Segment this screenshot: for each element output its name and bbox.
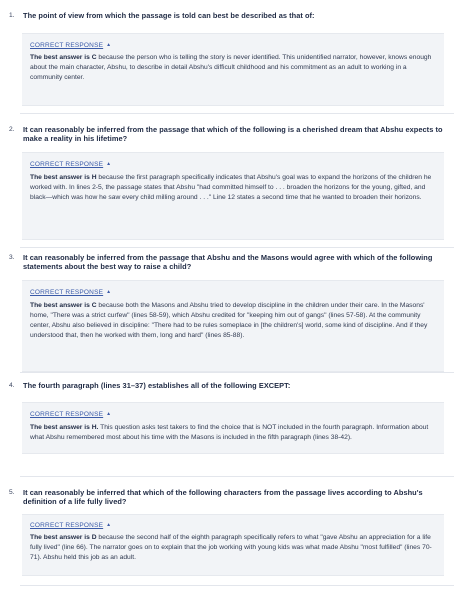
chevron-up-icon: ▲ <box>106 289 112 295</box>
chevron-up-icon: ▲ <box>106 411 112 417</box>
question-header <box>9 253 456 271</box>
answer-body: because the second half of the eighth paragraph specifically refers to what "gave Abshu an appreciation for a life fully lived" (line 66). The narrator goes on to explain that the job working with young kids was what made Abshu "most fulfilled" (lines 70-71). Abshu held this job as an adult. <box>30 534 432 561</box>
question-text: The point of view from which the passage is told can best be described as that of: <box>23 11 315 20</box>
toggle-label: CORRECT RESPONSE <box>30 289 104 296</box>
question-number: 5. <box>9 489 15 496</box>
answer-explanation <box>30 423 436 443</box>
answer-body: This question asks test takers to find the choice that is NOT included in the fourth paragraph. Information about what Abshu remembered most about his time with the Masons is included in the fifth paragraph (lines 38-42). <box>30 424 429 441</box>
divider <box>20 372 454 373</box>
answer-panel <box>22 33 444 106</box>
question-text: It can reasonably be inferred that which of the following characters from the passage lives according to Abshu's definition of a life fully lived? <box>23 488 423 507</box>
toggle-label: CORRECT RESPONSE <box>30 522 104 529</box>
question-header <box>9 125 456 143</box>
answer-body: because both the Masons and Abshu tried to develop discipline in the children under their care. In the Masons' home, "There was a strict curfew" (lines 58-59), which Abshu credited for "keeping him out of gangs" (lines 57-58). At the community center, Abshu also believed in discipline: "There had to be rules someplace in [the children's] world, some kind of discipline. And if they understood that, then he worked with them, long and hard" (lines 85-88). <box>30 302 428 339</box>
question-header <box>9 381 456 390</box>
answer-explanation <box>30 173 436 203</box>
answer-body: because the person who is telling the story is never identified. This unidentified narrator, however, knows enough about the main character, Abshu, to describe in detail Abshu's difficult childhood and his commitment as an adult to working in a community center. <box>30 54 432 81</box>
question-text: It can reasonably be inferred from the passage that which of the following is a cherished dream that Abshu expects to make a reality in his lifetime? <box>23 125 443 144</box>
question-text: The fourth paragraph (lines 31–37) establishes all of the following EXCEPT: <box>23 381 291 390</box>
answer-body: because the first paragraph specifically indicates that Abshu's goal was to expand the horizons of the children he worked with. In lines 2-5, the passage states that Abshu "had committed himself to . . . broaden the horizons for the young, gifted, and black—which was how he saw every child milling around . . ." Line 12 states a second time that he wanted to broaden their horizons. <box>30 174 432 201</box>
answer-panel <box>22 280 444 372</box>
correct-response-toggle[interactable] <box>30 42 111 49</box>
question-number: 3. <box>9 254 15 261</box>
answer-panel <box>22 402 444 454</box>
question-header <box>9 11 456 20</box>
divider <box>20 113 454 114</box>
answer-panel <box>22 152 444 240</box>
correct-response-toggle[interactable] <box>30 161 111 168</box>
question-number: 4. <box>9 382 15 389</box>
answer-lead: The best answer is H <box>30 174 97 181</box>
answer-explanation <box>30 301 436 341</box>
toggle-label: CORRECT RESPONSE <box>30 411 104 418</box>
correct-response-toggle[interactable] <box>30 289 111 296</box>
chevron-up-icon: ▲ <box>106 161 112 167</box>
divider <box>20 585 454 586</box>
answer-lead: The best answer is D <box>30 534 97 541</box>
question-header <box>9 488 456 506</box>
question-text: It can reasonably be inferred from the passage that Abshu and the Masons would agree with which of the following statements about the best way to raise a child? <box>23 253 433 272</box>
divider <box>20 476 454 477</box>
answer-lead: The best answer is C <box>30 54 97 61</box>
answer-explanation <box>30 53 436 83</box>
chevron-up-icon: ▲ <box>106 42 112 48</box>
toggle-label: CORRECT RESPONSE <box>30 42 104 49</box>
question-number: 2. <box>9 126 15 133</box>
answer-lead: The best answer is H. <box>30 424 99 431</box>
correct-response-toggle[interactable] <box>30 411 111 418</box>
answer-explanation <box>30 533 436 563</box>
divider <box>20 247 454 248</box>
question-number: 1. <box>9 12 15 19</box>
answer-panel <box>22 514 444 576</box>
answer-lead: The best answer is C <box>30 302 97 309</box>
correct-response-toggle[interactable] <box>30 522 111 529</box>
chevron-up-icon: ▲ <box>106 522 112 528</box>
toggle-label: CORRECT RESPONSE <box>30 161 104 168</box>
